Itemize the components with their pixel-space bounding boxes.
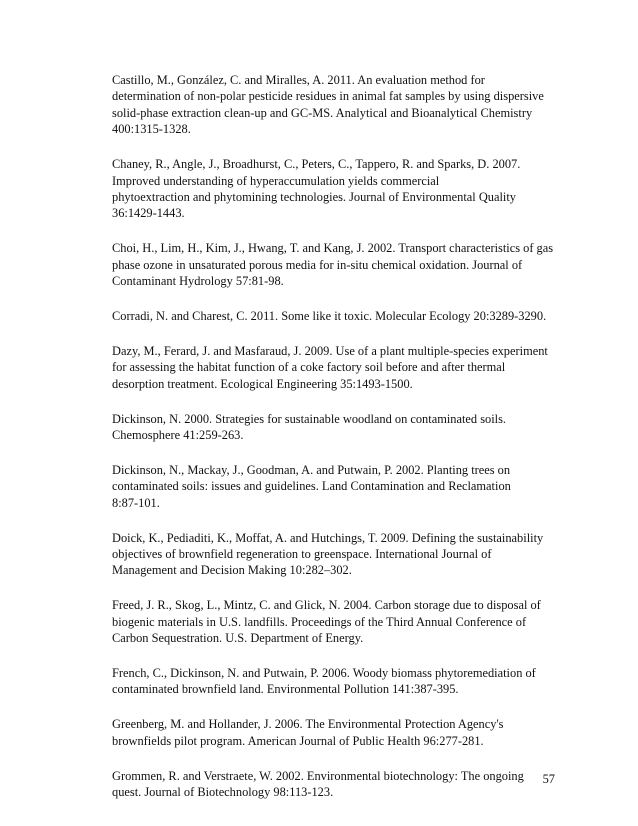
reference-entry: [112, 462, 562, 511]
reference-line: Grommen, R. and Verstraete, W. 2002. Environmental biotechnology: The ongoing: [112, 768, 524, 783]
reference-line: for assessing the habitat function of a coke factory soil before and after thermal: [112, 360, 506, 375]
reference-entry: [112, 240, 562, 289]
reference-entry: [112, 665, 562, 698]
reference-line: Contaminant Hydrology 57:81-98.: [112, 274, 284, 289]
reference-line: Freed, J. R., Skog, L., Mintz, C. and Glick, N. 2004. Carbon storage due to disposal of: [112, 598, 541, 613]
reference-entry: [112, 530, 562, 579]
reference-entry: [112, 716, 562, 749]
page-number: 57: [542, 772, 555, 786]
reference-line: Improved understanding of hyperaccumulation yields commercial: [112, 173, 440, 188]
reference-line: contaminated soils: issues and guidelines. Land Contamination and Reclamation: [112, 479, 511, 494]
reference-entry: [112, 768, 562, 801]
reference-line: Management and Decision Making 10:282–302.: [112, 563, 352, 578]
reference-line: contaminated brownfield land. Environmental Pollution 141:387-395.: [112, 682, 459, 697]
reference-line: 400:1315-1328.: [112, 122, 191, 137]
reference-line: 36:1429-1443.: [112, 206, 185, 221]
reference-line: Chemosphere 41:259-263.: [112, 428, 244, 442]
reference-line: Corradi, N. and Charest, C. 2011. Some like it toxic. Molecular Ecology 20:3289-3290.: [112, 308, 547, 323]
reference-line: solid-phase extraction clean-up and GC-MS. Analytical and Bioanalytical Chemistry: [112, 105, 533, 120]
reference-line: Doick, K., Pediaditi, K., Moffat, A. and Hutchings, T. 2009. Defining the sustainability: [112, 530, 544, 545]
reference-entry: [112, 156, 562, 222]
reference-line: 8:87-101.: [112, 495, 160, 510]
reference-line: French, C., Dickinson, N. and Putwain, P. 2006. Woody biomass phytoremediation of: [112, 666, 536, 681]
reference-entry: [112, 597, 562, 646]
reference-line: Dazy, M., Ferard, J. and Masfaraud, J. 2009. Use of a plant multiple-species experiment: [112, 343, 548, 358]
reference-line: Castillo, M., González, C. and Miralles, A. 2011. An evaluation method for: [112, 73, 485, 87]
reference-line: Chaney, R., Angle, J., Broadhurst, C., Peters, C., Tappero, R. and Sparks, D. 2007.: [112, 157, 521, 172]
reference-list: [112, 72, 562, 819]
reference-entry: [112, 308, 562, 324]
reference-line: phytoextraction and phytomining technologies. Journal of Environmental Quality: [112, 189, 516, 204]
reference-entry: [112, 72, 562, 138]
reference-line: determination of non-polar pesticide residues in animal fat samples by using dispersive: [112, 89, 544, 104]
reference-entry: [112, 343, 562, 392]
reference-line: Dickinson, N., Mackay, J., Goodman, A. and Putwain, P. 2002. Planting trees on: [112, 462, 511, 477]
reference-line: brownfields pilot program. American Journal of Public Health 96:277-281.: [112, 733, 484, 748]
reference-line: Choi, H., Lim, H., Kim, J., Hwang, T. and Kang, J. 2002. Transport characteristics of gas: [112, 241, 554, 256]
reference-line: desorption treatment. Ecological Engineering 35:1493-1500.: [112, 376, 413, 391]
reference-line: phase ozone in unsaturated porous media for in-situ chemical oxidation. Journal of: [112, 257, 523, 272]
reference-line: Greenberg, M. and Hollander, J. 2006. The Environmental Protection Agency's: [112, 717, 504, 732]
reference-entry: [112, 411, 562, 444]
reference-line: Dickinson, N. 2000. Strategies for sustainable woodland on contaminated soils.: [112, 411, 507, 426]
reference-line: biogenic materials in U.S. landfills. Proceedings of the Third Annual Conference of: [112, 614, 527, 629]
reference-line: Carbon Sequestration. U.S. Department of Energy.: [112, 631, 364, 646]
reference-line: quest. Journal of Biotechnology 98:113-123.: [112, 785, 334, 800]
reference-line: objectives of brownfield regeneration to greenspace. International Journal of: [112, 547, 492, 562]
